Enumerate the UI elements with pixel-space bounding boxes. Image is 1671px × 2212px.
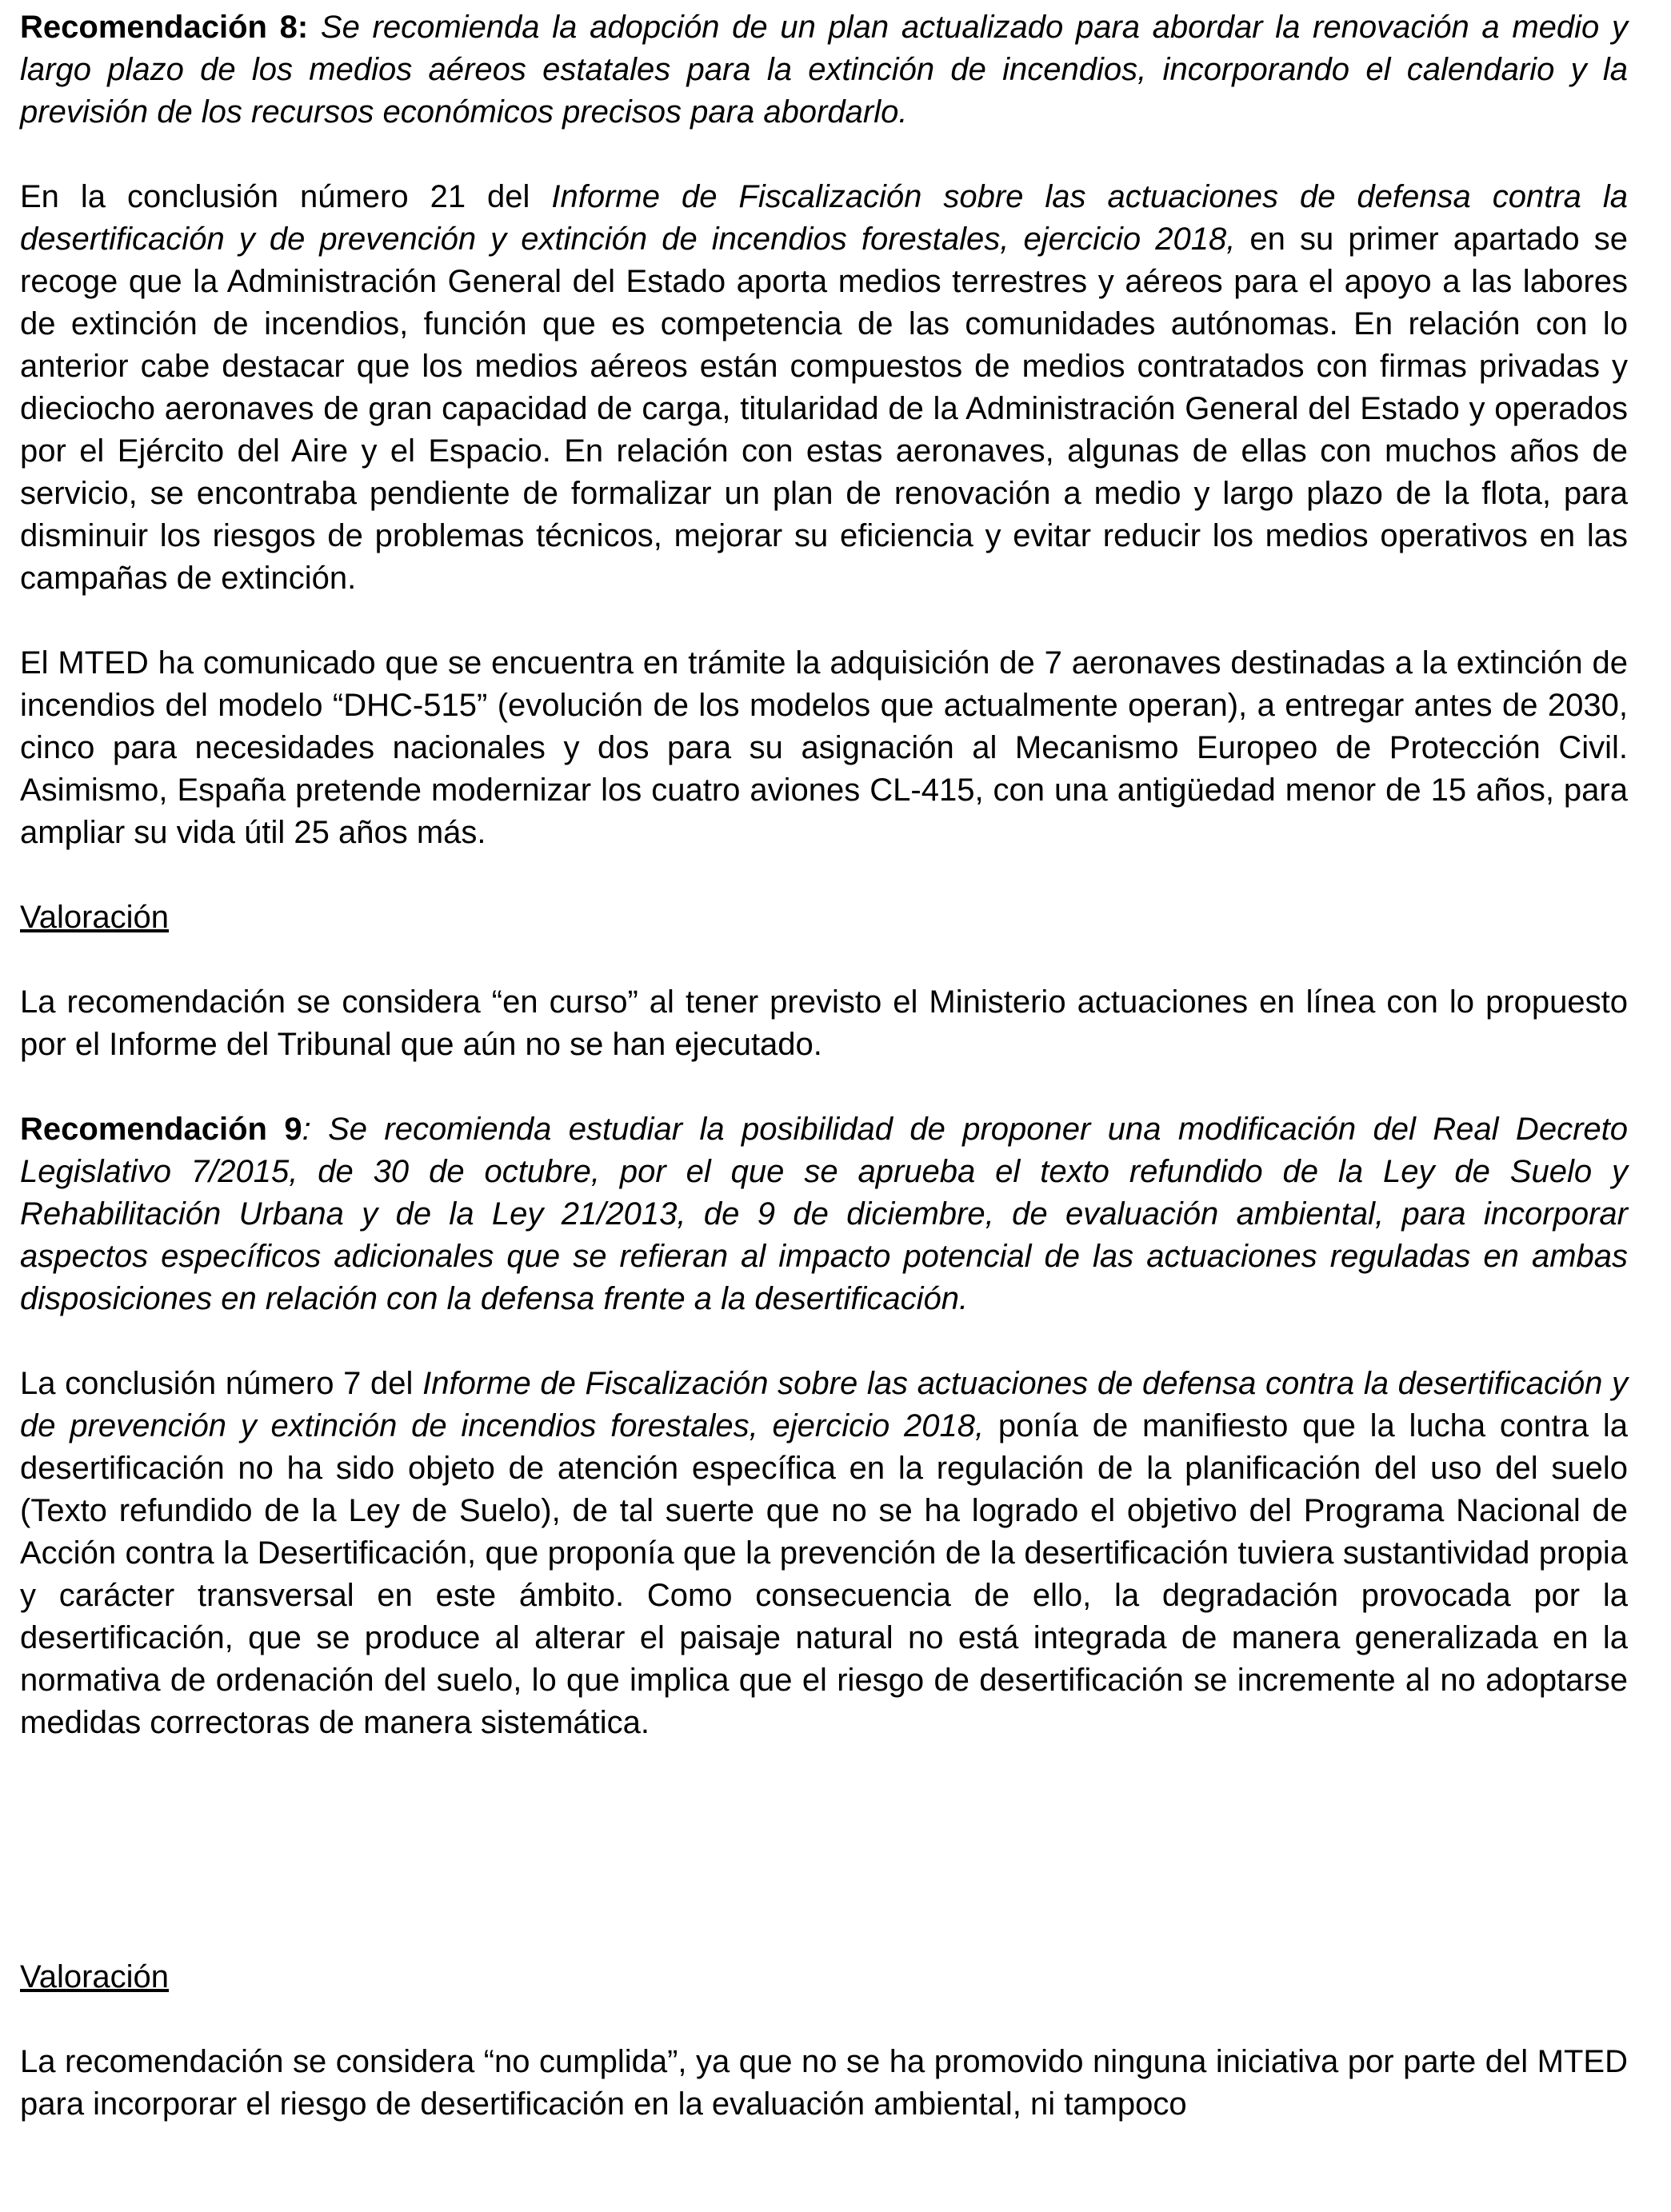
spacer [20, 134, 1628, 176]
valoracion-heading-1: Valoración [20, 900, 170, 935]
document-page [20, 6, 1628, 2126]
spacer [20, 600, 1628, 642]
spacer [20, 1998, 1628, 2041]
spacer [20, 1320, 1628, 1363]
paragraph-conclusion-21-rest: en su primer apartado se recoge que la Administración General del Estado aporta medios terrestres y aéreos para el apoyo a las labores de extinción de incendios, función que es competencia de las comunidades autónomas. En relación con lo anterior cabe destacar que los medios aéreos están compuestos de medios contratados con firmas privadas y dieciocho aeronaves de gran capacidad de carga, titularidad de la Administración General del Estado y operados por el Ejército del Aire y el Espacio. En relación con estas aeronaves, algunas de ellas con muchos años de servicio, se encontraba pendiente de formalizar un plan de renovación a medio y largo plazo de la flota, para disminuir los riesgos de problemas técnicos, mejorar su eficiencia y evitar reducir los medios operativos en las campañas de extinción. [20, 222, 1628, 596]
report-title-italic: Informe de Fiscalización sobre las actuaciones de defensa contra la desertificación y de prevención y extinción de incendios forestales, ejercicio 2018, [20, 1366, 1628, 1443]
spacer [20, 854, 1628, 896]
paragraph-conclusion-7 [20, 1363, 1628, 1744]
recommendation-9-label: Recomendación 9 [20, 1112, 302, 1147]
valoracion-text-2 [20, 2041, 1628, 2126]
valoracion-heading-2: Valoración [20, 1959, 170, 1994]
spacer [20, 939, 1628, 981]
recommendation-8-label: Recomendación 8: [20, 10, 309, 45]
valoracion-text-1-content: La recomendación se considera “en curso” al tener previsto el Ministerio actuaciones en línea con lo propuesto por el Informe del Tribunal que aún no se han ejecutado. [20, 984, 1628, 1062]
recommendation-9-text: : Se recomienda estudiar la posibilidad de proponer una modificación del Real Decreto Legislativo 7/2015, de 30 de octubre, por el que se aprueba el texto refundido de la Ley de Suelo y Rehabilitación Urbana y de la Ley 21/2013, de 9 de diciembre, de evaluación ambiental, para incorporar aspectos específicos adicionales que se refieran al impacto potencial de las actuaciones reguladas en ambas disposiciones en relación con la defensa frente a la desertificación. [20, 1112, 1628, 1316]
recommendation-8-text: Se recomienda la adopción de un plan actualizado para abordar la renovación a medio y largo plazo de los medios aéreos estatales para la extinción de incendios, incorporando el calendario y la previsión de los recursos económicos precisos para abordarlo. [20, 10, 1628, 130]
paragraph-conclusion-7-rest: ponía de manifiesto que la lucha contra la desertificación no ha sido objeto de atención específica en la regulación de la planificación del uso del suelo (Texto refundido de la Ley de Suelo), de tal suerte que no se ha logrado el objetivo del Programa Nacional de Acción contra la Desertificación, que proponía que la prevención de la desertificación tuviera sustantividad propia y carácter transversal en este ámbito. Como consecuencia de ello, la degradación provocada por la desertificación, que se produce al alterar el paisaje natural no está integrada de manera generalizada en la normativa de ordenación del suelo, lo que implica que el riesgo de desertificación se incremente al no adoptarse medidas correctoras de manera sistemática. [20, 1408, 1628, 1740]
paragraph-conclusion-21-lead: En la conclusión número 21 del [20, 179, 552, 214]
recommendation-9 [20, 1108, 1628, 1320]
blank-space [20, 1744, 1628, 1956]
paragraph-mted-aircraft-text: El MTED ha comunicado que se encuentra en trámite la adquisición de 7 aeronaves destinadas a la extinción de incendios del modelo “DHC-515” (evolución de los modelos que actualmente operan), a entregar antes de 2030, cinco para necesidades nacionales y dos para su asignación al Mecanismo Europeo de Protección Civil. Asimismo, España pretende modernizar los cuatro aviones CL-415, con una antigüedad menor de 15 años, para ampliar su vida útil 25 años más. [20, 645, 1628, 850]
report-title-italic: Informe de Fiscalización sobre las actuaciones de defensa contra la desertificación y de prevención y extinción de incendios forestales, ejercicio 2018, [20, 179, 1628, 257]
valoracion-text-2-content: La recomendación se considera “no cumplida”, ya que no se ha promovido ninguna iniciativa por parte del MTED para incorporar el riesgo de desertificación en la evaluación ambiental, ni tampoco [20, 2044, 1628, 2122]
spacer [20, 1066, 1628, 1108]
recommendation-8 [20, 6, 1628, 134]
valoracion-text-1 [20, 981, 1628, 1066]
paragraph-mted-aircraft [20, 642, 1628, 854]
paragraph-conclusion-7-lead: La conclusión número 7 del [20, 1366, 423, 1401]
paragraph-conclusion-21 [20, 176, 1628, 600]
